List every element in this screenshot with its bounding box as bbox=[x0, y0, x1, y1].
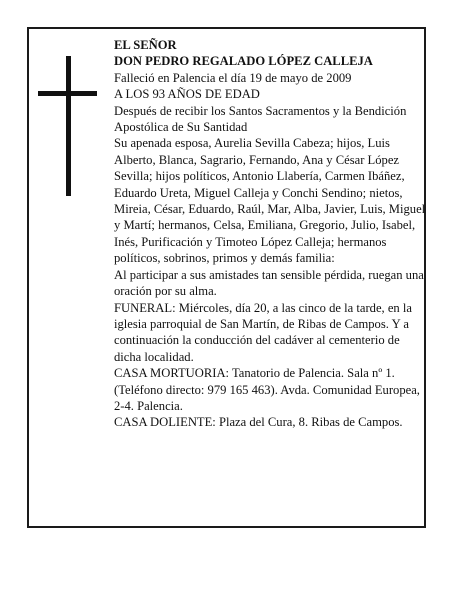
notice-title: EL SEÑOR bbox=[114, 38, 177, 52]
request-paragraph: Al participar a sus amistades tan sensible pérdida, ruegan una oración por su alma. bbox=[114, 267, 424, 299]
family-paragraph: Su apenada esposa, Aurelia Sevilla Cabeza; hijos, Luis Alberto, Blanca, Sagrario, Fernando, Ana y César López Sevilla; hijos políticos, Antonio Llabería, Carmen Ibáñez, Eduardo Ureta, Miguel Calleja y Conchi Sendino; nietos, Mireia, César, Eduardo, Raúl, Mar, Alba, Javier, Luis, Miguel y Martí; hermanos, Celsa, Emiliana, Gregorio, Julio, Isabel, Inés, Purificación y Timoteo López Calleja; hermanos políticos, sobrinos, primos y demás familia: bbox=[114, 136, 426, 266]
funeral-paragraph: FUNERAL: Miércoles, día 20, a las cinco de la tarde, en la iglesia parroquial de San Martín, de Ribas de Campos. Y a continuación la conducción del cadáver al cementerio de dicha localidad. bbox=[114, 300, 412, 364]
cross-horizontal-bar bbox=[38, 91, 97, 96]
obituary-text bbox=[114, 37, 426, 431]
mortuary-paragraph: CASA MORTUORIA: Tanatorio de Palencia. Sala nº 1. (Teléfono directo: 979 165 463). Avda. Comunidad Europea, 2-4. Palencia. bbox=[114, 366, 420, 413]
age-line: A LOS 93 AÑOS DE EDAD bbox=[114, 87, 260, 102]
cross-vertical-bar bbox=[66, 56, 71, 196]
death-date-line: Falleció en Palencia el día 19 de mayo de 2009 bbox=[114, 70, 352, 85]
mourning-house-paragraph: CASA DOLIENTE: Plaza del Cura, 8. Ribas de Campos. bbox=[114, 415, 403, 430]
deceased-name: DON PEDRO REGALADO LÓPEZ CALLEJA bbox=[114, 54, 373, 69]
sacraments-paragraph: Después de recibir los Santos Sacramentos y la Bendición Apostólica de Su Santidad bbox=[114, 103, 407, 135]
